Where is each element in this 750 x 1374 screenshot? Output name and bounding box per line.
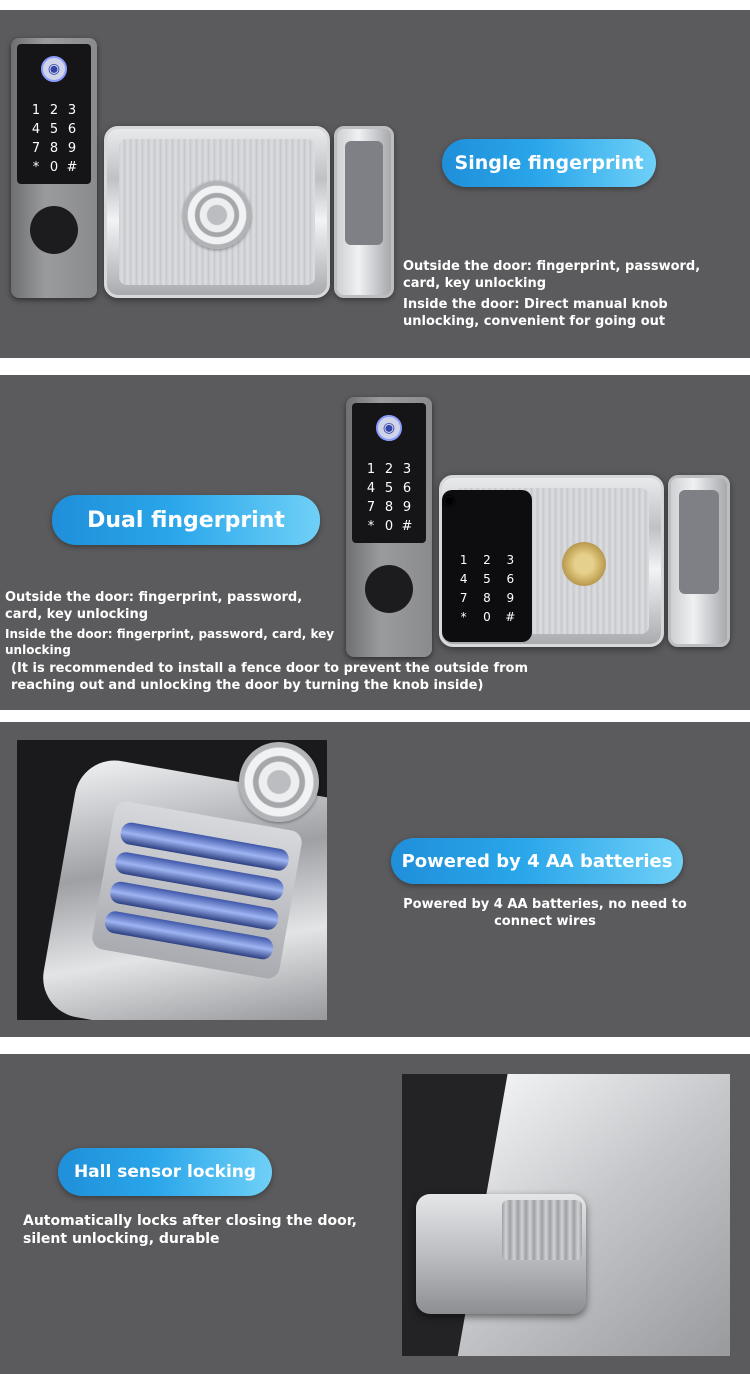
key: 6 — [506, 572, 515, 586]
battery-pill: Powered by 4 AA batteries — [391, 838, 683, 884]
key: 3 — [402, 462, 412, 477]
key: 7 — [366, 500, 376, 515]
key: 9 — [67, 141, 77, 156]
key: 4 — [459, 572, 468, 586]
key: # — [505, 610, 516, 624]
strike-slot — [679, 490, 719, 594]
key: * — [32, 160, 40, 175]
key: 2 — [483, 553, 491, 567]
key: 4 — [366, 481, 376, 496]
key: # — [66, 160, 78, 175]
key: 5 — [384, 481, 394, 496]
hall-sensor-panel — [0, 1054, 750, 1374]
feature-line: Outside the door: fingerprint, password, card, key unlocking — [5, 590, 303, 622]
single-fingerprint-pill: Single fingerprint — [442, 139, 656, 187]
key: 9 — [402, 500, 412, 515]
key: 6 — [67, 122, 77, 137]
lock-body — [104, 126, 330, 298]
battery-compartment-photo — [17, 740, 327, 1020]
brass-knob-icon — [562, 542, 606, 586]
deadbolt-photo — [402, 1074, 730, 1356]
recommendation-note: (It is recommended to install a fence door to prevent the outside from reaching out and unlocking the door by turning the knob inside) — [11, 661, 529, 693]
knob-icon — [183, 181, 251, 249]
key: 0 — [49, 160, 59, 175]
strike-box — [334, 126, 394, 298]
key: 1 — [31, 103, 41, 118]
single-fingerprint-panel — [0, 10, 750, 358]
fingerprint-sensor-icon: ◉ — [442, 490, 456, 509]
strike-slot — [345, 141, 383, 245]
keypad-keys — [362, 461, 416, 535]
key: 1 — [459, 553, 468, 567]
knob-icon — [239, 742, 319, 822]
key: 7 — [459, 591, 468, 605]
hall-sensor-pill: Hall sensor locking — [58, 1148, 272, 1196]
key: 2 — [384, 462, 394, 477]
key: 7 — [31, 141, 41, 156]
keypad-keys — [27, 102, 81, 176]
keyhole-cover — [365, 565, 413, 613]
key: 3 — [506, 553, 515, 567]
feature-line: Powered by 4 AA batteries, no need to connect wires — [403, 897, 687, 929]
fingerprint-sensor-icon: ◉ — [376, 415, 402, 441]
strike-box — [668, 475, 730, 647]
lock-body — [439, 475, 664, 647]
keypad-unit — [11, 38, 97, 298]
key: 4 — [31, 122, 41, 137]
feature-line: Automatically locks after closing the door, silent unlocking, durable — [23, 1213, 357, 1248]
key: 0 — [384, 519, 394, 534]
inner-keypad — [442, 490, 532, 642]
key: * — [460, 610, 467, 624]
feature-line: Inside the door: Direct manual knob unlocking, convenient for going out — [403, 297, 668, 329]
keyhole-cover — [30, 206, 78, 254]
key: 3 — [67, 103, 77, 118]
feature-line: Inside the door: fingerprint, password, card, key unlocking — [5, 627, 335, 657]
key: 8 — [483, 591, 491, 605]
keypad-glass — [352, 403, 426, 543]
key: 8 — [49, 141, 59, 156]
key: 2 — [49, 103, 59, 118]
dual-fingerprint-pill: Dual fingerprint — [52, 495, 320, 545]
key: # — [401, 519, 413, 534]
key: 5 — [49, 122, 59, 137]
key: 6 — [402, 481, 412, 496]
latch-groove — [502, 1200, 582, 1260]
keypad-unit — [346, 397, 432, 657]
keypad-keys — [452, 552, 522, 626]
keypad-glass — [17, 44, 91, 184]
key: 0 — [483, 610, 491, 624]
key: 5 — [483, 572, 491, 586]
key: 8 — [384, 500, 394, 515]
dual-fingerprint-panel — [0, 375, 750, 710]
feature-line: Outside the door: fingerprint, password, card, key unlocking — [403, 259, 701, 291]
key: 9 — [506, 591, 515, 605]
battery-panel — [0, 722, 750, 1037]
key: * — [367, 519, 375, 534]
key: 1 — [366, 462, 376, 477]
fingerprint-sensor-icon: ◉ — [41, 56, 67, 82]
